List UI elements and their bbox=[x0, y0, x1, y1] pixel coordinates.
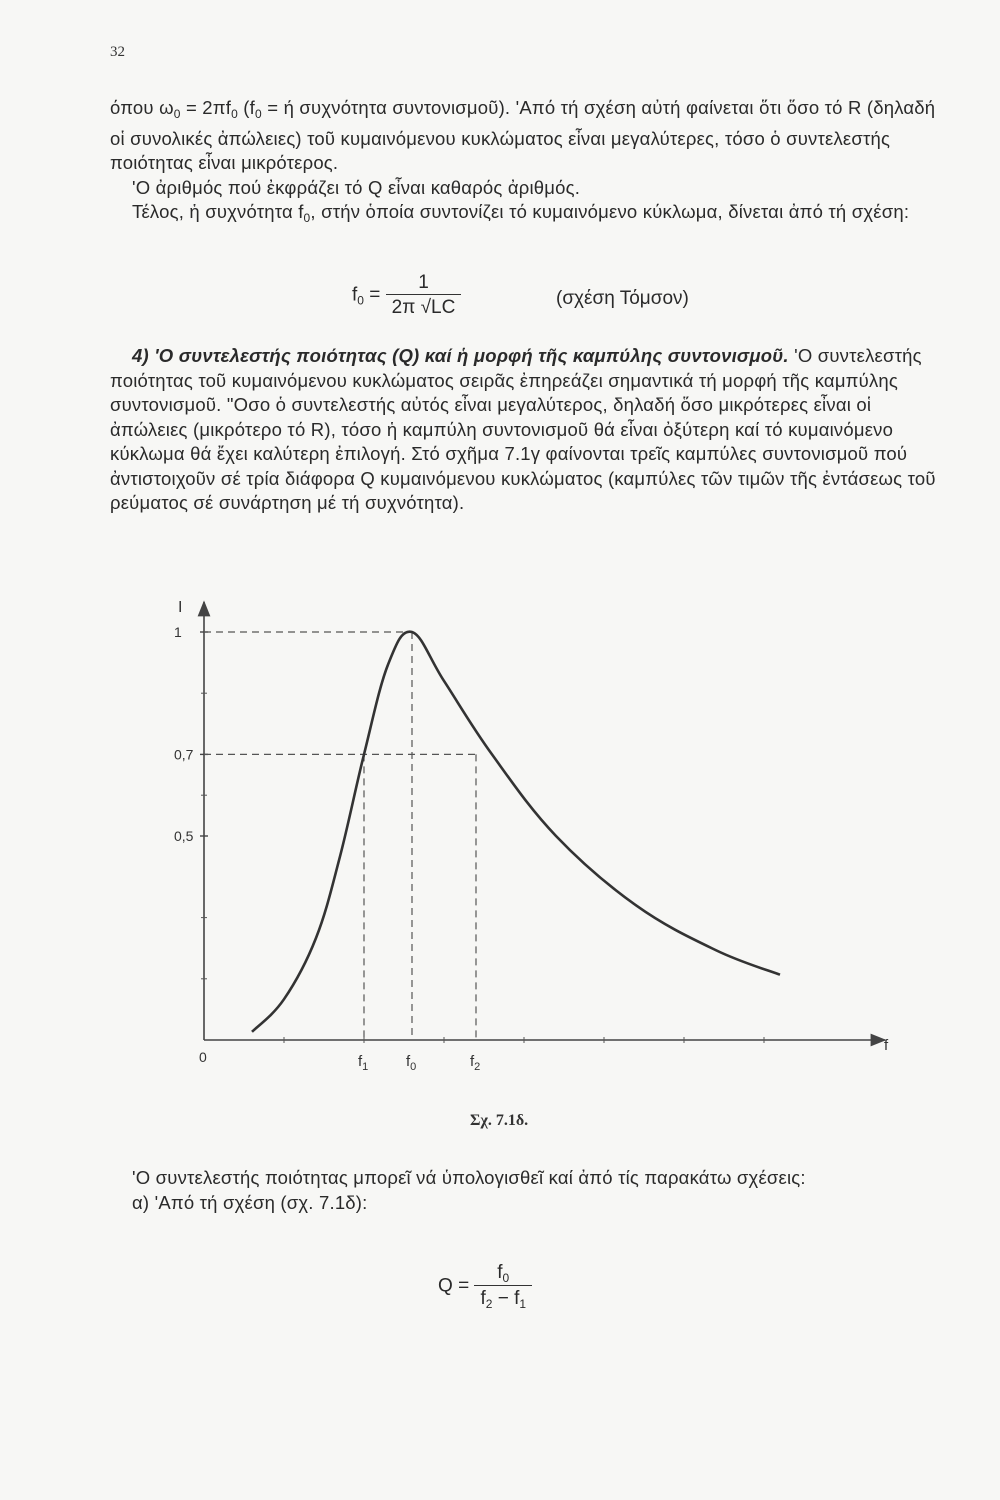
f-sub-2: 0 bbox=[255, 107, 262, 121]
q-fraction bbox=[474, 1262, 532, 1311]
f-sub: 0 bbox=[231, 107, 238, 121]
outro-text bbox=[110, 1166, 940, 1215]
intro-line3b: , στήν ὁποία συντονίζει τό κυμαινόμενο κύκλωμα, δίνεται ἀπό τή σχέση: bbox=[310, 201, 910, 222]
x-tick-label: $f_2$ bbox=[470, 1053, 481, 1073]
intro-line2: 'Ο ἀριθμός πού ἐκφράζει τό Q εἶναι καθαρός ἀριθμός. bbox=[132, 176, 581, 198]
resonance-curve bbox=[252, 632, 780, 1032]
thomson-formula bbox=[352, 272, 461, 319]
y-tick-label: 0,7 bbox=[174, 746, 194, 763]
y-tick-label: 0,5 bbox=[174, 828, 194, 844]
y-ticks bbox=[174, 624, 208, 979]
q-den-minus: − bbox=[497, 1288, 509, 1309]
intro-line3a: Τέλος, ἡ συχνότητα f bbox=[132, 201, 304, 222]
q-lhs: Q bbox=[438, 1275, 453, 1297]
intro-line1-c: (f bbox=[237, 97, 256, 118]
y-axis-label: I bbox=[178, 599, 183, 616]
resonance-chart bbox=[150, 590, 910, 1110]
q-equals: = bbox=[458, 1275, 470, 1297]
thomson-numerator: 1 bbox=[418, 272, 429, 293]
guide-lines bbox=[204, 632, 476, 1040]
q-num-sub: 0 bbox=[502, 1271, 510, 1285]
y-tick-label: 1 bbox=[174, 624, 182, 640]
x-ticks bbox=[284, 1037, 764, 1073]
thomson-equals: = bbox=[369, 284, 381, 306]
q-den-b-sub: 1 bbox=[519, 1297, 527, 1311]
section4-text bbox=[110, 344, 940, 516]
intro-line1: όπου ω bbox=[110, 97, 174, 118]
thomson-lhs: f bbox=[352, 284, 358, 306]
intro-line1-d: = ή συχνότητα συντονισμοῦ). 'Από τή σχέση αὐτή φαίνεται ὅτι ὅσο τό R (δηλαδή οἱ συνολικές ἀπώλειες) τοῦ κυμαινόμενου κυκλώματος εἶναι μεγαλύτερες, τόσο ὁ συντελεστής ποιότητας εἶναι μικρότερος. bbox=[110, 97, 936, 173]
x-axis-label: f bbox=[884, 1037, 889, 1054]
thomson-label: (σχέση Τόμσον) bbox=[556, 288, 689, 309]
x-tick-label: $f_0$ bbox=[406, 1053, 417, 1073]
intro-text bbox=[110, 96, 940, 231]
q-formula bbox=[438, 1262, 532, 1311]
q-den-a-sub: 2 bbox=[485, 1297, 493, 1311]
intro-line1-b: = 2πf bbox=[180, 97, 232, 118]
page-number: 32 bbox=[110, 44, 125, 60]
thomson-lhs-sub: 0 bbox=[357, 293, 364, 308]
q-den-a: f bbox=[480, 1288, 486, 1309]
intro-line3-sub: 0 bbox=[303, 211, 311, 225]
section4-body: 'Ο συντελεστής ποιότητας τοῦ κυμαινόμενου κυκλώματος σειρᾶς ἐπηρεάζει σημαντικά τή μορφή τῆς καμπύλης συντονισμοῦ. "Οσο ὁ συντελεστής αὐτός εἶναι μεγαλύτερος, δηλαδή ὅσο μικρότερες εἶναι οἱ ἀπώλειες (μικρότερο τό R), τόσο ἡ καμπύλη συντονισμοῦ θά εἶναι ὀξύτερη καί τό κυμαινόμενο κύκλωμα θά ἔχει καλύτερη ἐπιλογή. Στό σχῆμα 7.1γ φαίνονται τρεῖς καμπύλες συντονισμοῦ πού ἀντιστοιχοῦν σέ τρία διάφορα Q κυμαινόμενου κυκλώματος (καμπύλες τῶν τιμῶν τῆς ἐντάσεως τοῦ ρεύματος σέ συνάρτηση μέ τή συχνότητα). bbox=[110, 345, 936, 513]
x-tick-label: $f_1$ bbox=[358, 1053, 369, 1073]
outro-line2: α) 'Από τή σχέση (σχ. 7.1δ): bbox=[132, 1191, 368, 1213]
q-den-b: f bbox=[514, 1288, 520, 1309]
q-num: f bbox=[497, 1262, 503, 1283]
section4-heading: 4) 'Ο συντελεστής ποιότητας (Q) καί ἡ μορφή τῆς καμπύλης συντονισμοῦ. bbox=[132, 345, 789, 366]
thomson-fraction bbox=[386, 272, 462, 319]
origin-label: 0 bbox=[199, 1049, 207, 1065]
omega-sub: 0 bbox=[173, 107, 181, 121]
figure-caption: Σχ. 7.1δ. bbox=[470, 1112, 529, 1129]
outro-line1: 'Ο συντελεστής ποιότητας μπορεῖ νά ὑπολογισθεῖ καί ἀπό τίς παρακάτω σχέσεις: bbox=[132, 1167, 806, 1188]
thomson-denominator: 2π √LC bbox=[386, 294, 462, 319]
